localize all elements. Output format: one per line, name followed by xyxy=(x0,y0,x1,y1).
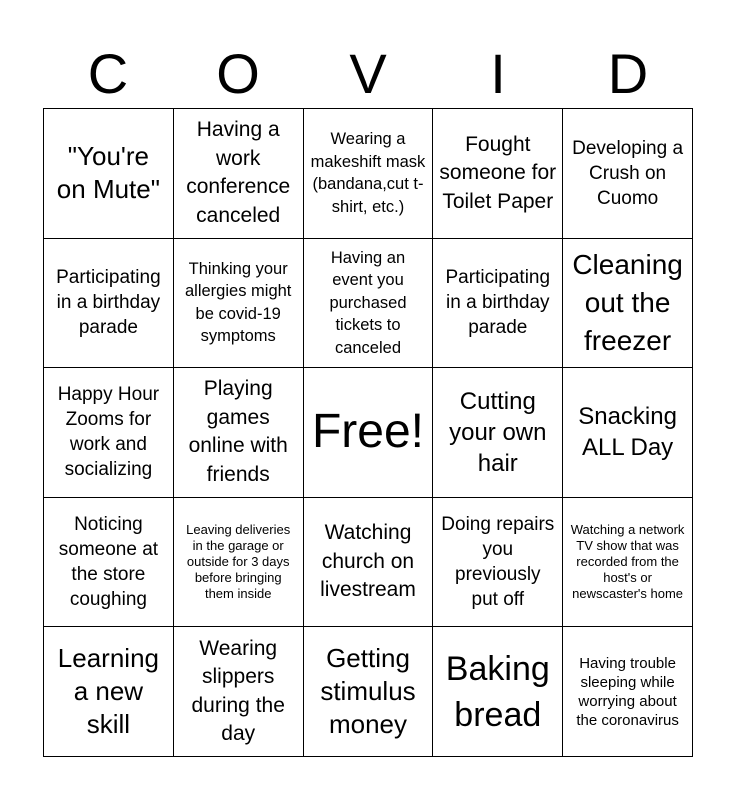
cell-text: Having an event you purchased tickets to canceled xyxy=(329,248,407,357)
bingo-cell[interactable] xyxy=(44,498,174,628)
cell-text: Free! xyxy=(311,405,424,459)
bingo-cell[interactable] xyxy=(563,498,693,628)
cell-text: Learning a new skill xyxy=(57,643,159,740)
bingo-free-cell[interactable] xyxy=(304,368,434,498)
cell-text: Leaving deliveries in the garage or outside for 3 days before bringing them inside xyxy=(186,522,291,602)
cell-text: Thinking your allergies might be covid-19 symptoms xyxy=(185,259,292,346)
bingo-cell[interactable] xyxy=(304,627,434,757)
bingo-cell[interactable] xyxy=(433,109,563,239)
cell-text: Watching a network TV show that was recorded from the host's or newscaster's home xyxy=(570,522,685,602)
bingo-cell[interactable] xyxy=(44,368,174,498)
bingo-cell[interactable] xyxy=(304,239,434,369)
header-letter-o: O xyxy=(216,42,260,105)
cell-text: Noticing someone at the store coughing xyxy=(58,514,159,611)
bingo-cell[interactable] xyxy=(563,109,693,239)
cell-text: Cleaning out the freezer xyxy=(572,248,683,356)
bingo-cell[interactable] xyxy=(304,109,434,239)
cell-text: Doing repairs you previously put off xyxy=(441,514,555,611)
bingo-cell[interactable] xyxy=(563,368,693,498)
bingo-cell[interactable] xyxy=(174,498,304,628)
cell-text: Watching church on livestream xyxy=(320,521,416,602)
header-letter-c: C xyxy=(87,42,129,105)
cell-text: Having a work conference canceled xyxy=(186,118,291,227)
bingo-cell[interactable] xyxy=(433,627,563,757)
bingo-cell[interactable] xyxy=(174,368,304,498)
bingo-cell[interactable] xyxy=(44,239,174,369)
cell-text: Wearing a makeshift mask (bandana,cut t-shirt, etc.) xyxy=(310,130,426,216)
cell-text: Happy Hour Zooms for work and socializing xyxy=(57,384,160,481)
cell-text: Getting stimulus money xyxy=(320,643,416,740)
bingo-cell[interactable] xyxy=(174,239,304,369)
bingo-cell[interactable] xyxy=(433,498,563,628)
cell-text: Wearing slippers during the day xyxy=(191,636,285,746)
cell-text: Fought someone for Toilet Paper xyxy=(439,132,557,213)
cell-text: Participating in a birthday parade xyxy=(445,267,551,339)
bingo-cell[interactable] xyxy=(563,627,693,757)
bingo-cell[interactable] xyxy=(563,239,693,369)
bingo-cell[interactable] xyxy=(304,498,434,628)
cell-text: Cutting your own hair xyxy=(449,387,547,477)
bingo-cell[interactable] xyxy=(44,109,174,239)
cell-text: Developing a Crush on Cuomo xyxy=(572,137,684,209)
cell-text: Playing games online with friends xyxy=(188,377,288,486)
cell-text: Participating in a birthday parade xyxy=(56,267,161,339)
cell-text: Having trouble sleeping while worrying about the coronavirus xyxy=(576,654,679,729)
bingo-cell[interactable] xyxy=(433,368,563,498)
bingo-cell[interactable] xyxy=(174,109,304,239)
cell-text: Snacking ALL Day xyxy=(578,403,677,462)
bingo-cell[interactable] xyxy=(44,627,174,757)
cell-text: Baking bread xyxy=(445,649,550,734)
header-letter-i: I xyxy=(490,42,506,105)
cell-text: "You're on Mute" xyxy=(56,141,160,205)
header-letter-d: D xyxy=(607,42,649,105)
bingo-grid xyxy=(43,108,693,757)
bingo-cell[interactable] xyxy=(433,239,563,369)
bingo-header xyxy=(43,40,693,108)
bingo-cell[interactable] xyxy=(174,627,304,757)
header-letter-v: V xyxy=(349,42,387,105)
